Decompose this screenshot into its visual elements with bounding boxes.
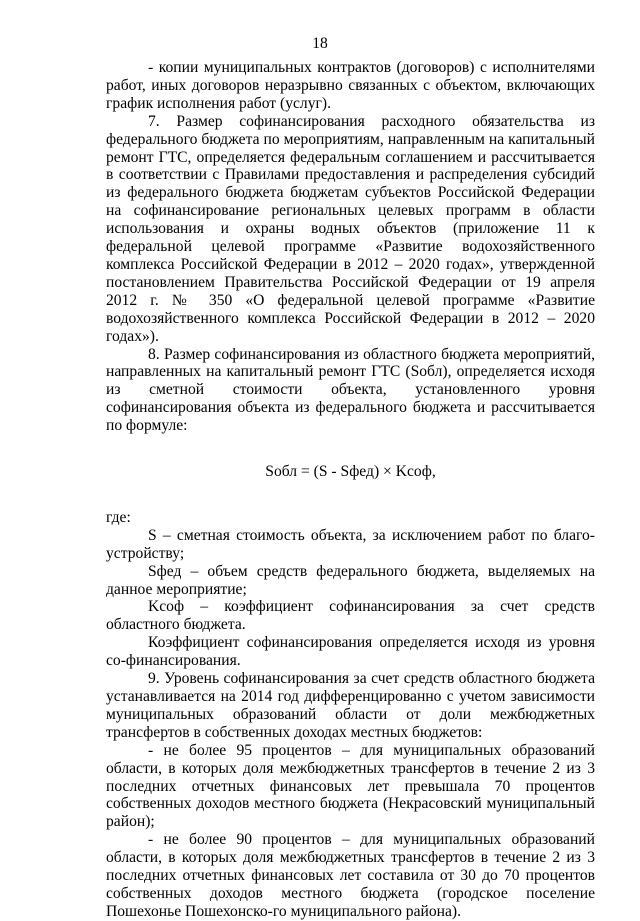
cofinancing-formula: Sобл = (S - Sфед) × Kсоф, xyxy=(265,463,436,481)
definition-s-fed: Sфед – объем средств федерального бюджета, выделяемых на данное мероприятие; xyxy=(106,562,595,598)
list-item-90-percent: - не более 90 процентов – для муниципальных образований области, в которых доля межбюджетных трансфертов в течение 2 из 3 последних отчетных финансовых лет составила от 30 до 70 процентов собственных доходов местного бюджета (городское поселение Пошехонье Пошехонско-го муниципального района). xyxy=(106,831,595,920)
paragraph-8-regional-cofinancing: 8. Размер софинансирования из областного бюджета мероприятий, направленных на капитальный ремонт ГТС (Sобл), определяется исходя из сметной стоимости объекта, установленного уровня софинансирования объекта из федерального бюджета и рассчитывается по формуле: xyxy=(106,345,595,435)
paragraph-contract-copies: - копии муниципальных контрактов (договоров) с исполнителями работ, иных договоров неразрывно связанных с объектом, включающих график исполнения работ (услуг). xyxy=(106,59,595,112)
paragraph-7-federal-cofinancing: 7. Размер софинансирования расходного обязательства из федерального бюджета по мероприятиям, направленным на капитальный ремонт ГТС, определяется федеральным соглашением и рассчитывается в соответствии с Правилами предоставления и распределения субсидий из федерального бюджета бюджетам субъектов Российской Федерации на софинансирование региональных целевых программ в области использования и охраны водных объектов (приложение 11 к федеральной целевой программе «Развитие водохозяйственного комплекса Российской Федерации в 2012 – 2020 годах», утвержденной постановлением Правительства Российской Федерации от 19 апреля 2012 г. № 350 «О федеральной целевой программе «Развитие водохозяйственного комплекса Российской Федерации в 2012 – 2020 годах»). xyxy=(106,112,595,345)
definition-k-sof: Kсоф – коэффициент софинансирования за счет средств областного бюджета. xyxy=(106,598,595,634)
coefficient-note: Коэффициент софинансирования определяется исходя из уровня со-финансирования. xyxy=(106,634,595,670)
paragraph-9-cofinancing-level: 9. Уровень софинансирования за счет средств областного бюджета устанавливается на 2014 год дифференцированно с учетом зависимости муниципальных образований области от доли межбюджетных трансфертов в собственных доходах местных бюджетов: xyxy=(106,670,595,741)
page-number: 18 xyxy=(312,35,328,52)
definition-s: S – сметная стоимость объекта, за исключением работ по благо-устройству; xyxy=(106,526,595,562)
document-body xyxy=(106,59,595,921)
list-item-95-percent: - не более 95 процентов – для муниципальных образований области, в которых доля межбюджетных трансфертов в течение 2 из 3 последних отчетных финансовых лет превышала 70 процентов собственных доходов местного бюджета (Некрасовский муниципальный район); xyxy=(106,741,595,831)
where-label: где: xyxy=(106,508,131,526)
